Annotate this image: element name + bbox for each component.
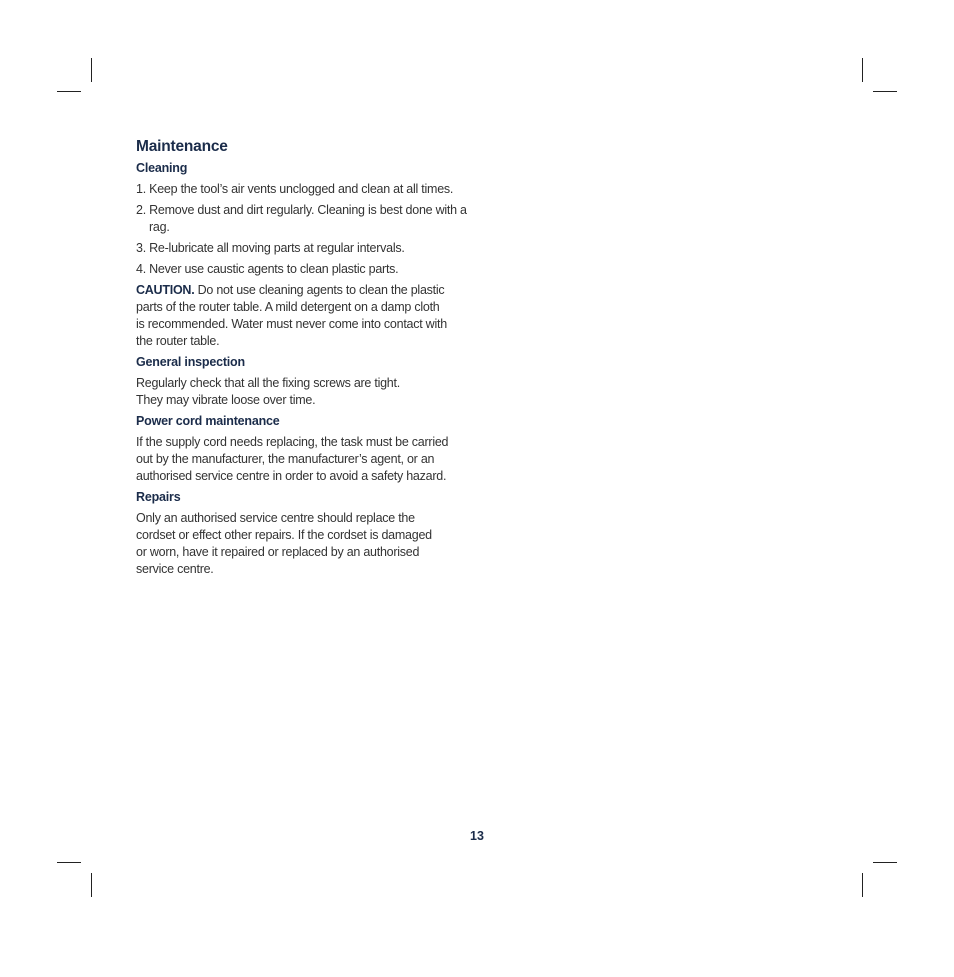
list-item: 4. Never use caustic agents to clean plastic parts. [136, 262, 399, 276]
page-title: Maintenance [136, 138, 228, 155]
list-item: 1. Keep the tool’s air vents unclogged and clean at all times. [136, 182, 454, 196]
list-item: 3. Re-lubricate all moving parts at regular intervals. [136, 241, 405, 255]
crop-mark-top-left-horizontal [57, 91, 81, 92]
crop-mark-bottom-left-vertical [91, 873, 92, 897]
caution-paragraph [136, 282, 476, 350]
cleaning-list [136, 181, 476, 278]
general-inspection-text: Regularly check that all the fixing screws are tight. They may vibrate loose over time. [136, 376, 400, 407]
general-inspection-heading: General inspection [136, 355, 245, 369]
crop-mark-bottom-left-horizontal [57, 862, 81, 863]
page-number: 13 [470, 829, 484, 843]
crop-mark-bottom-right-horizontal [873, 862, 897, 863]
crop-mark-top-right-horizontal [873, 91, 897, 92]
crop-mark-top-right-vertical [862, 58, 863, 82]
cleaning-heading: Cleaning [136, 161, 188, 175]
crop-mark-bottom-right-vertical [862, 873, 863, 897]
power-cord-heading: Power cord maintenance [136, 414, 280, 428]
list-item: 2. Remove dust and dirt regularly. Cleaning is best done with a rag. [136, 203, 467, 234]
power-cord-text: If the supply cord needs replacing, the task must be carried out by the manufacturer, the manufacturer’s agent, or an authorised service centre in order to avoid a safety hazard. [136, 435, 449, 483]
caution-text: Do not use cleaning agents to clean the plastic parts of the router table. A mild detergent on a damp cloth is recommended. Water must never come into contact with the router table. [136, 283, 447, 348]
maintenance-section [136, 137, 476, 582]
repairs-heading: Repairs [136, 490, 181, 504]
crop-mark-top-left-vertical [91, 58, 92, 82]
caution-label: CAUTION. [136, 283, 195, 297]
repairs-text: Only an authorised service centre should replace the cordset or effect other repairs. If the cordset is damaged or worn, have it repaired or replaced by an authorised service centre. [136, 511, 432, 576]
